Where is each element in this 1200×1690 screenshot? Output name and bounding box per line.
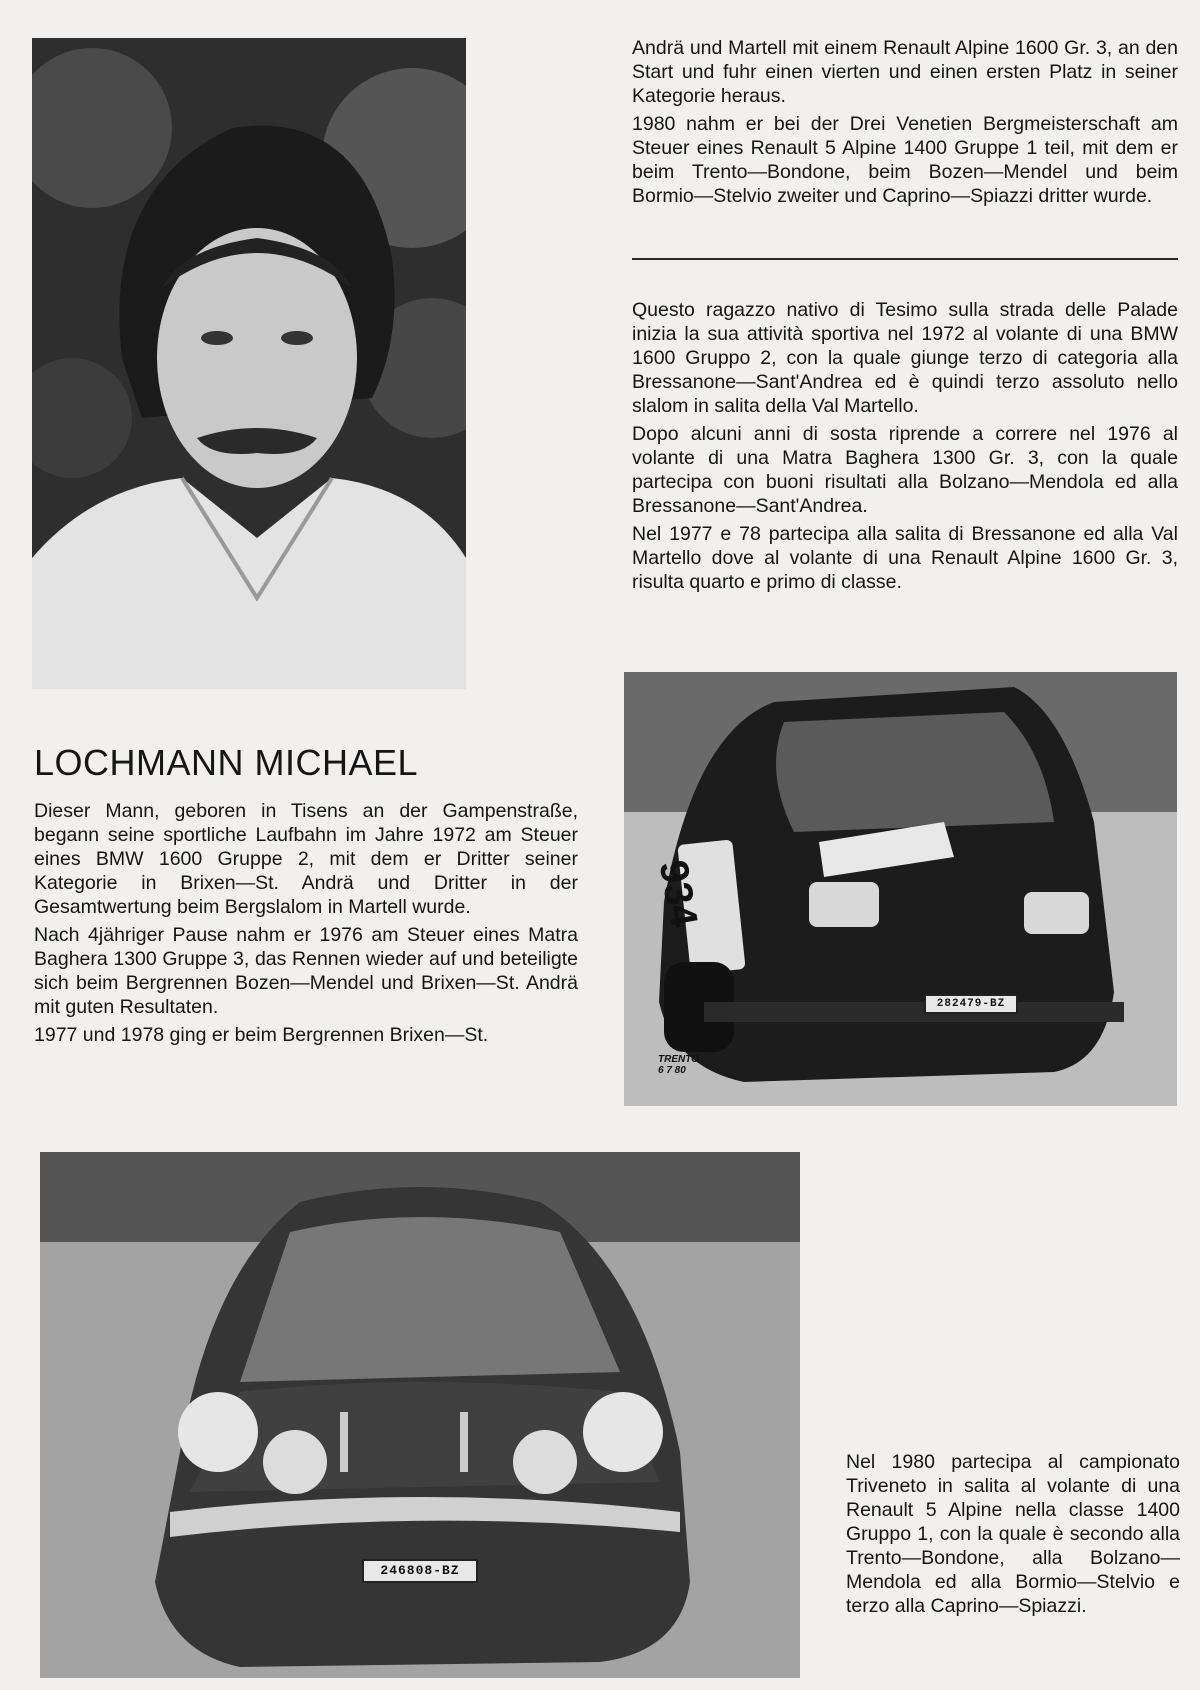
page-title: LOCHMANN MICHAEL xyxy=(34,742,419,783)
stamp-line: TRENTO xyxy=(658,1054,699,1065)
paragraph: Nach 4jähriger Pause nahm er 1976 am Steuer eines Matra Baghera 1300 Gruppe 3, das Rennen wieder auf und beteiligte sich beim Bergrennen Bozen—Mendel und Brixen—St. Andrä mit guten Resultaten. xyxy=(34,924,578,1018)
renault5-photo xyxy=(624,672,1177,1106)
german-continued-text xyxy=(632,36,1178,212)
paragraph: Dieser Mann, geboren in Tisens an der Gampenstraße, begann seine sportliche Laufbahn im Jahre 1972 am Steuer eines BMW 1600 Gruppe 2, mit dem er Dritter seiner Kategorie in Brixen—St. Andrä und Dritter in der Gesamtwertung beim Bergslalom in Martell wurde. xyxy=(34,800,578,918)
renault5-illustration xyxy=(624,672,1177,1106)
paragraph: Nel 1977 e 78 partecipa alla salita di Bressanone ed alla Val Martello dove al volante di una Renault Alpine 1600 Gr. 3, risulta quarto e primo di classe. xyxy=(632,523,1178,593)
stamp-line: 6 7 80 xyxy=(658,1065,686,1076)
italian-1980-text xyxy=(846,1450,1180,1622)
paragraph: Questo ragazzo nativo di Tesimo sulla strada delle Palade inizia la sua attività sportiva nel 1972 al volante di una BMW 1600 Gruppo 2, con la quale giunge terzo di categoria alla Bressanone—Sant'Andrea ed è quindi terzo assoluto nello slalom in salita della Val Martello. xyxy=(632,299,1178,417)
portrait-photo xyxy=(32,38,466,689)
license-plate: 282479-BZ xyxy=(924,994,1018,1014)
portrait-illustration xyxy=(32,38,466,689)
alpine-illustration xyxy=(40,1152,800,1678)
license-plate: 246808-BZ xyxy=(362,1559,478,1583)
alpine-photo xyxy=(40,1152,800,1678)
german-intro-text xyxy=(34,799,578,1051)
race-number: 934 xyxy=(650,857,706,931)
section-divider xyxy=(632,258,1178,260)
paragraph: Andrä und Martell mit einem Renault Alpine 1600 Gr. 3, an den Start und fuhr einen vierten und einen ersten Platz in seiner Kategorie heraus. xyxy=(632,37,1178,107)
paragraph: 1977 und 1978 ging er beim Bergrennen Brixen—St. xyxy=(34,1024,489,1046)
paragraph: Dopo alcuni anni di sosta riprende a correre nel 1976 al volante di una Matra Baghera 1300 Gr. 3, con la quale partecipa con buoni risultati alla Bolzano—Mendola ed alla Bressanone—Sant'Andrea. xyxy=(632,423,1178,517)
paragraph: Nel 1980 partecipa al campionato Triveneto in salita al volante di una Renault 5 Alpine nella classe 1400 Gruppo 1, con la quale è secondo alla Trento—Bondone, alla Bolzano—Mendola ed alla Bormio—Stelvio e terzo alla Caprino—Spiazzi. xyxy=(846,1451,1180,1617)
paragraph: 1980 nahm er bei der Drei Venetien Bergmeisterschaft am Steuer eines Renault 5 Alpine 1400 Gruppe 1 teil, mit dem er beim Trento—Bondone, beim Bozen—Mendel und beim Bormio—Stelvio zweiter und Caprino—Spiazzi dritter wurde. xyxy=(632,113,1178,207)
photo-stamp xyxy=(658,1054,699,1076)
italian-text xyxy=(632,298,1178,598)
